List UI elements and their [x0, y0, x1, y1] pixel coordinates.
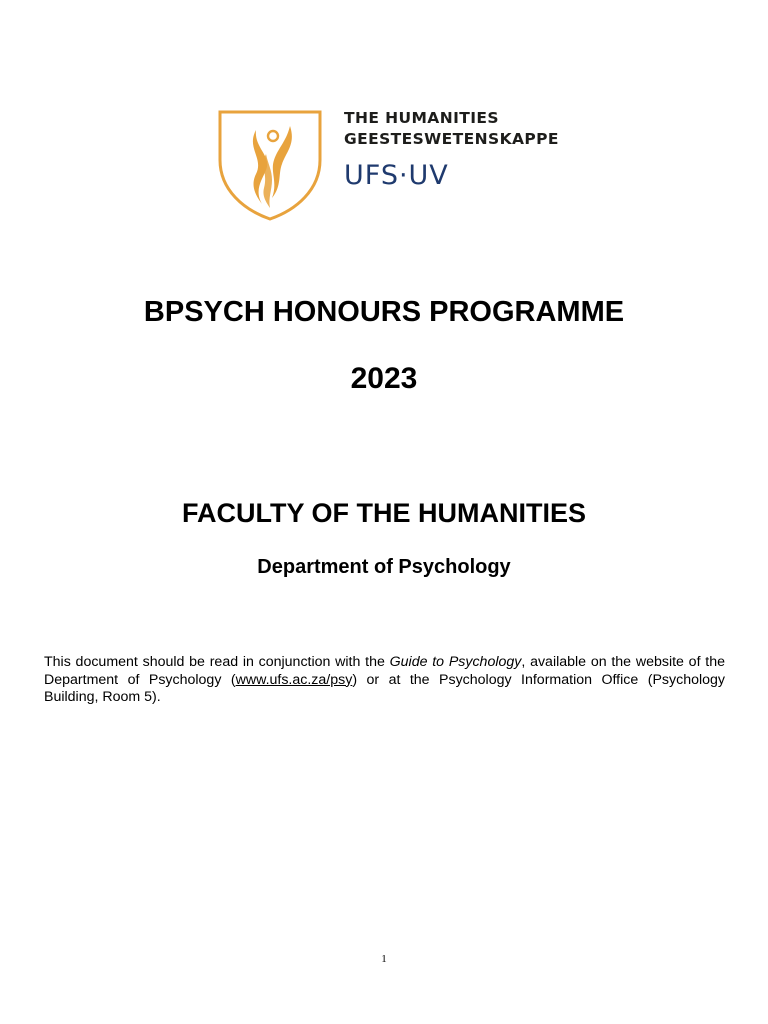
document-year: 2023: [350, 362, 418, 395]
intro-text-1: This document should be read in conjunction with the: [44, 654, 390, 670]
intro-text-3: ) or at the Psychology Information Office (Psychology Building, Room 5).: [44, 671, 725, 705]
guide-title: Guide to Psychology: [389, 654, 522, 670]
ufs-humanities-logo: [216, 108, 559, 224]
ufs-shield-icon: [216, 108, 324, 222]
logo-ufs-uv: UFS·UV: [344, 160, 449, 191]
department-heading: Department of Psychology: [257, 556, 511, 578]
psychology-website-link[interactable]: www.ufs.ac.za/psy: [235, 671, 353, 688]
page-number: 1: [381, 953, 387, 965]
logo-wordmark: [344, 108, 559, 191]
logo-line-geesteswetenskappe: GEESTESWETENSKAPPE: [344, 130, 559, 148]
intro-text-2: , available on the website of the Department of Psychology (: [44, 654, 725, 688]
logo-line-humanities: THE HUMANITIES: [344, 109, 499, 127]
faculty-heading: FACULTY OF THE HUMANITIES: [182, 498, 586, 528]
intro-paragraph: [44, 654, 725, 707]
document-title: BPSYCH HONOURS PROGRAMME: [143, 296, 625, 328]
